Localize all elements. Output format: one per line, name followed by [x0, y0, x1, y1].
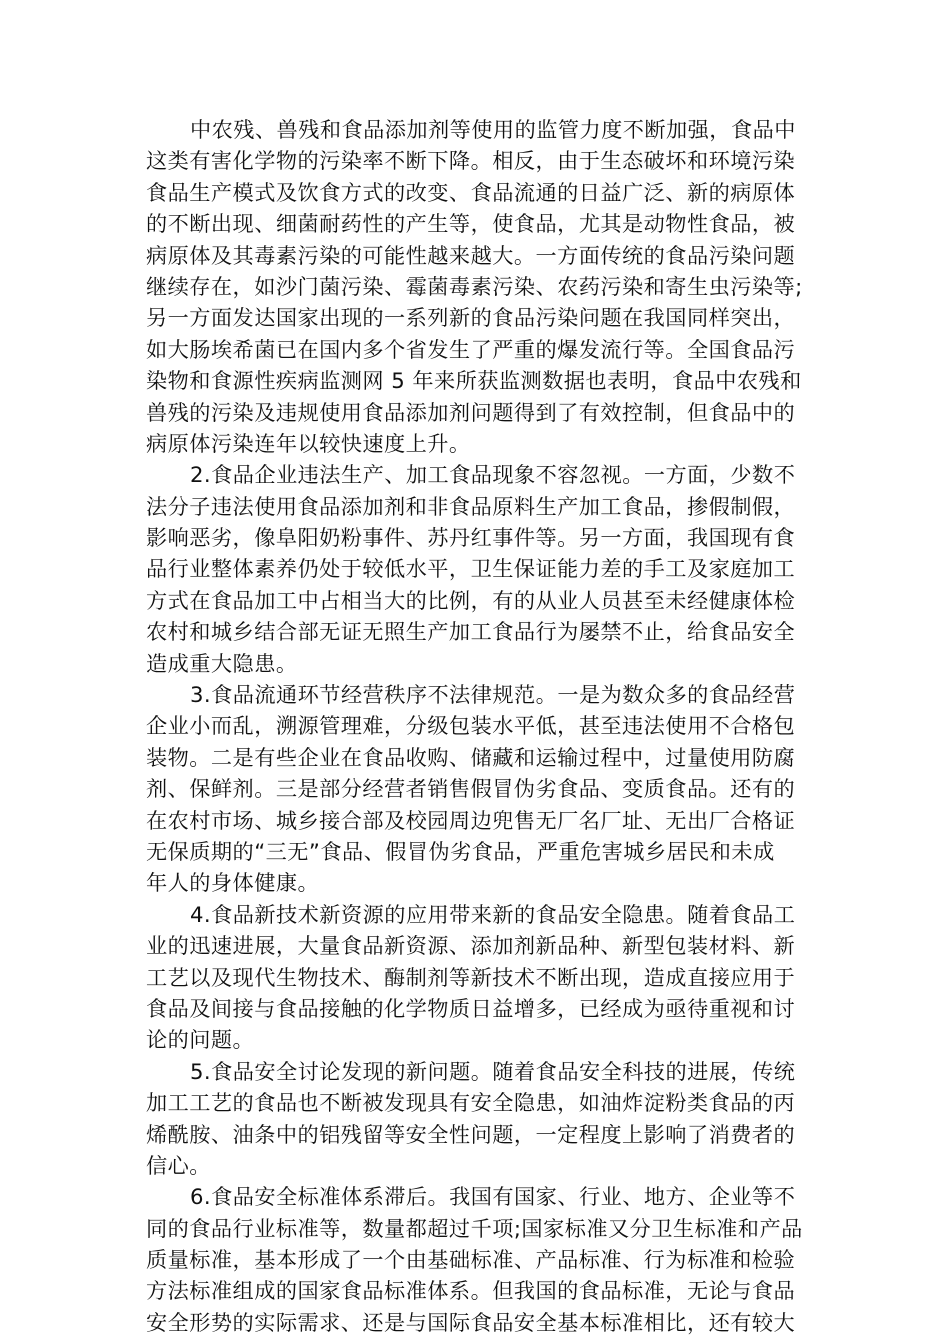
text-line: 6.食品安全标准体系滞后。我国有国家、行业、地方、企业等不 [190, 1184, 796, 1210]
text-line: 中农残、兽残和食品添加剂等使用的监管力度不断加强，食品中 [190, 117, 796, 142]
text-line: 工艺以及现代生物技术、酶制剂等新技术不断出现，造成直接应用于 [146, 964, 796, 990]
text-line: 5.食品安全讨论发现的新问题。随着食品安全科技的进展，传统 [190, 1058, 796, 1084]
paragraph-new-issues [146, 1056, 810, 1182]
text-line: 染物和食源性疾病监测网 5 年来所获监测数据也表明，食品中农残和 [146, 368, 802, 394]
paragraph-standards-system [146, 1181, 810, 1338]
text-line: 3.食品流通环节经营秩序不法律规范。一是为数众多的食品经营 [190, 682, 796, 708]
text-line: 这类有害化学物的污染率不断下降。相反，由于生态破坏和环境污染 [146, 148, 796, 174]
text-line: 另一方面发达国家出现的一系列新的食品污染问题在我国同样突出， [146, 305, 796, 331]
text-line: 方式在食品加工中占相当大的比例，有的从业人员甚至未经健康体检 [146, 587, 796, 613]
text-line: 如大肠埃希菌已在国内多个省发生了严重的爆发流行等。全国食品污 [146, 336, 796, 362]
text-line: 同的食品行业标准等，数量都超过千项;国家标准又分卫生标准和产品 [146, 1215, 803, 1241]
text-line: 食品生产模式及饮食方式的改变、食品流通的日益广泛、新的病原体 [146, 179, 796, 205]
text-line: 病原体污染连年以较快速度上升。 [146, 430, 471, 456]
text-line: 企业小而乱，溯源管理难，分级包装水平低，甚至违法使用不合格包 [146, 713, 796, 739]
paragraph-illegal-production [146, 459, 810, 679]
paragraph-circulation-order [146, 679, 810, 899]
text-line: 信心。 [146, 1152, 211, 1178]
text-line: 论的问题。 [146, 1027, 255, 1053]
text-line: 年人的身体健康。 [146, 870, 320, 896]
text-line: 加工工艺的食品也不断被发现具有安全隐患，如油炸淀粉类食品的丙 [146, 1090, 796, 1116]
paragraph-new-technology [146, 899, 810, 1056]
text-line: 2.食品企业违法生产、加工食品现象不容忽视。一方面，少数不 [190, 462, 796, 488]
text-line: 的不断出现、细菌耐药性的产生等，使食品，尤其是动物性食品，被 [146, 211, 796, 237]
text-line: 造成重大隐患。 [146, 650, 298, 676]
text-line: 法分子违法使用食品添加剂和非食品原料生产加工食品，掺假制假， [146, 493, 796, 519]
text-line: 烯酰胺、油条中的铝残留等安全性问题，一定程度上影响了消费者的 [146, 1121, 796, 1147]
text-line: 无保质期的“三无”食品、假冒伪劣食品，严重危害城乡居民和未成 [146, 838, 775, 864]
text-line: 在农村市场、城乡接合部及校园周边兜售无厂名厂址、无出厂合格证 [146, 807, 796, 833]
text-line: 装物。二是有些企业在食品收购、储藏和运输过程中，过量使用防腐 [146, 744, 796, 770]
text-line: 品行业整体素养仍处于较低水平，卫生保证能力差的手工及家庭加工 [146, 556, 796, 582]
paragraph-food-contamination [146, 114, 810, 459]
text-line: 安全形势的实际需求、还是与国际食品安全基本标准相比，还有较大 [146, 1309, 796, 1335]
text-line: 病原体及其毒素污染的可能性越来越大。一方面传统的食品污染问题 [146, 242, 796, 268]
text-line: 方法标准组成的国家食品标准体系。但我国的食品标准，无论与食品 [146, 1278, 796, 1304]
text-line: 食品及间接与食品接触的化学物质日益增多，已经成为亟待重视和讨 [146, 995, 796, 1021]
text-line: 业的迅速进展，大量食品新资源、添加剂新品种、新型包装材料、新 [146, 933, 796, 959]
document-page [146, 114, 810, 1338]
text-line: 兽残的污染及违规使用食品添加剂问题得到了有效控制，但食品中的 [146, 399, 796, 425]
text-line: 影响恶劣，像阜阳奶粉事件、苏丹红事件等。另一方面，我国现有食 [146, 525, 796, 551]
text-line: 质量标准，基本形成了一个由基础标准、产品标准、行为标准和检验 [146, 1247, 796, 1273]
text-line: 继续存在，如沙门菌污染、霉菌毒素污染、农药污染和寄生虫污染等; [146, 273, 803, 299]
text-line: 4.食品新技术新资源的应用带来新的食品安全隐患。随着食品工 [190, 901, 796, 927]
text-line: 农村和城乡结合部无证无照生产加工食品行为屡禁不止，给食品安全 [146, 619, 796, 645]
text-line: 剂、保鲜剂。三是部分经营者销售假冒伪劣食品、变质食品。还有的 [146, 776, 796, 802]
